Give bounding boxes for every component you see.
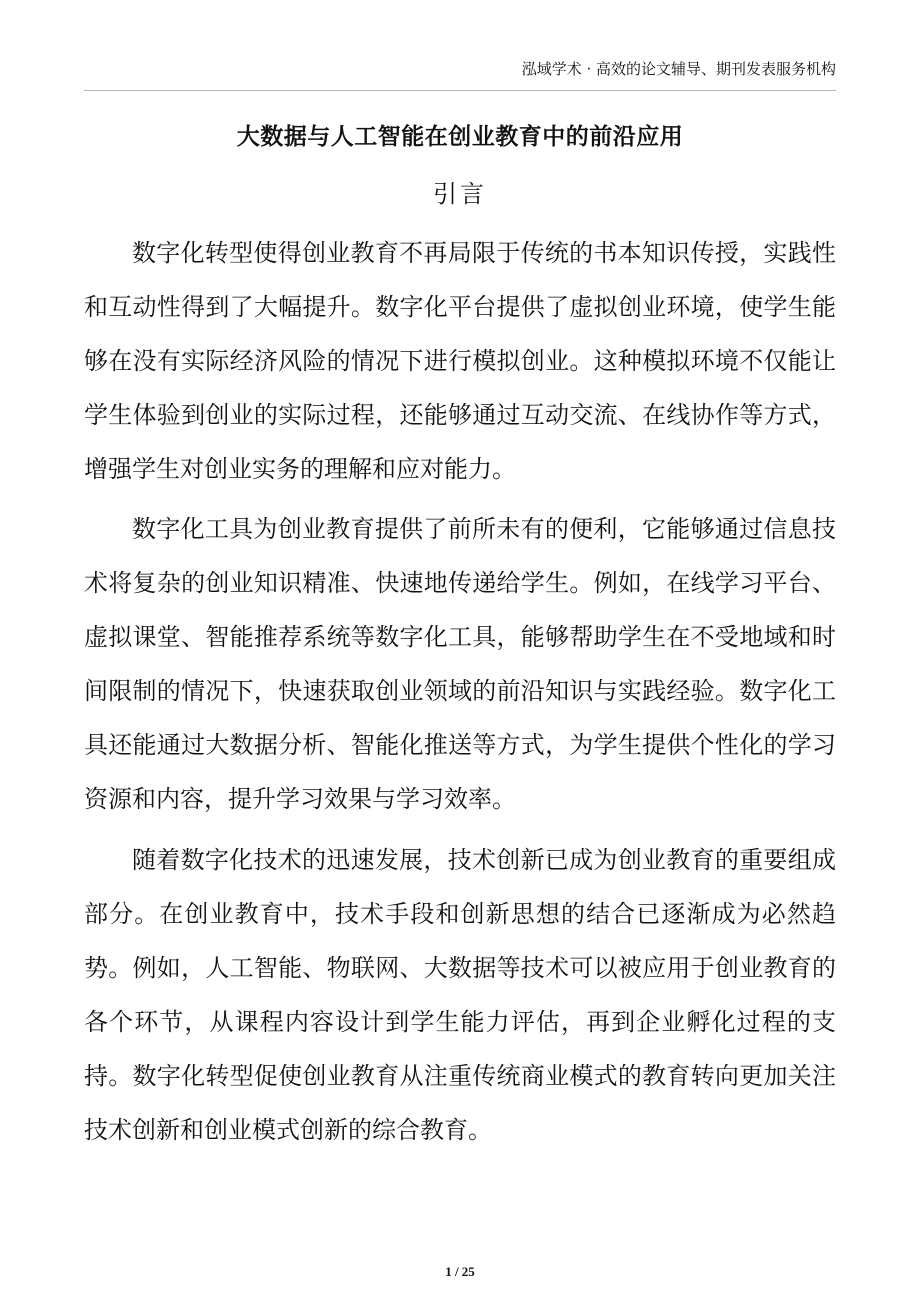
header-divider [84, 90, 836, 91]
header-org-text: 泓域学术 · 高效的论文辅导、期刊发表服务机构 [521, 60, 836, 78]
paragraph-3: 随着数字化技术的迅速发展，技术创新已成为创业教育的重要组成部分。在创业教育中，技术手段和创新思想的结合已逐渐成为必然趋势。例如，人工智能、物联网、大数据等技术可以被应用于创业教育的各个环节，从课程内容设计到学生能力评估，再到企业孵化过程的支持。数字化转型促使创业教育从注重传统商业模式的教育转向更加关注技术创新和创业模式创新的综合教育。 [84, 846, 836, 1144]
paragraph-1: 数字化转型使得创业教育不再局限于传统的书本知识传授，实践性和互动性得到了大幅提升。数字化平台提供了虚拟创业环境，使学生能够在没有实际经济风险的情况下进行模拟创业。这种模拟环境不仅能让学生体验到创业的实际过程，还能够通过互动交流、在线协作等方式，增强学生对创业实务的理解和应对能力。 [84, 239, 836, 483]
document-title: 大数据与人工智能在创业教育中的前沿应用 [236, 124, 684, 150]
page-number: 1 / 25 [445, 1264, 475, 1279]
paragraph-2: 数字化工具为创业教育提供了前所未有的便利，它能够通过信息技术将复杂的创业知识精准、快速地传递给学生。例如，在线学习平台、虚拟课堂、智能推荐系统等数字化工具，能够帮助学生在不受地域和时间限制的情况下，快速获取创业领域的前沿知识与实践经验。数字化工具还能通过大数据分析、智能化推送等方式，为学生提供个性化的学习资源和内容，提升学习效果与学习效率。 [84, 515, 836, 813]
section-heading: 引言 [433, 180, 487, 208]
